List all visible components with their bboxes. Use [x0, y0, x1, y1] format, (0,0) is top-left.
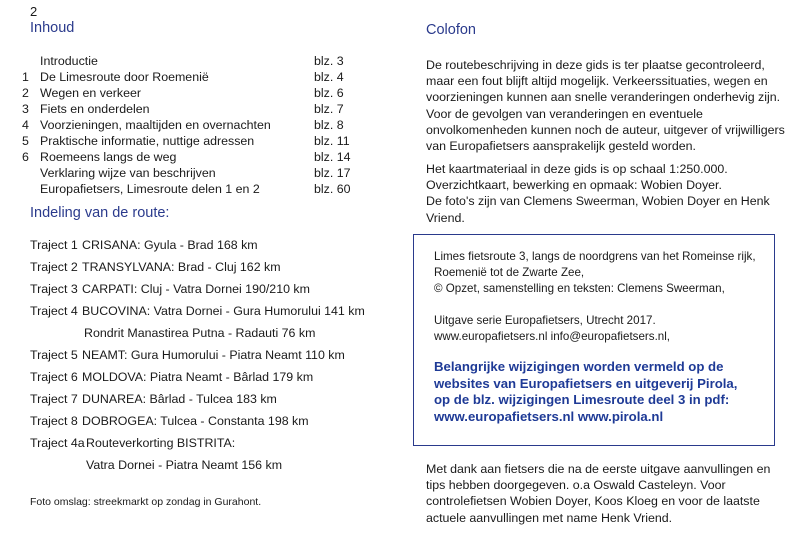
box-intro [434, 249, 774, 298]
route-label: Traject 7 [30, 392, 78, 406]
route-list [30, 237, 400, 479]
toc-title: Roemeens langs de weg [40, 150, 177, 164]
toc-heading: Inhoud [30, 20, 75, 36]
toc-number: 2 [22, 86, 29, 100]
toc-title: Introductie [40, 54, 98, 68]
page-number: 2 [30, 4, 38, 19]
toc-row [22, 69, 392, 85]
route-row [30, 435, 400, 457]
toc-title: Wegen en verkeer [40, 86, 142, 100]
route-row [30, 347, 400, 369]
route-text: Routeverkorting BISTRITA: [86, 436, 236, 450]
text-line: Roemenië tot de Zwarte Zee, [434, 266, 585, 280]
toc-number: 5 [22, 134, 29, 148]
toc-row [22, 117, 392, 133]
right-page [400, 0, 800, 534]
text-line: websites van Europafietsers en uitgeverij Pirola, [434, 375, 738, 391]
toc-title: Praktische informatie, nuttige adressen [40, 134, 255, 148]
toc-page: blz. 7 [314, 102, 344, 116]
colofon-heading: Colofon [426, 22, 476, 38]
publication-info-box [413, 234, 775, 446]
route-row [30, 369, 400, 391]
text-line: maar een fout blijft altijd mogelijk. Verkeerssituaties, wegen en [426, 74, 768, 89]
route-text: MOLDOVA: Piatra Neamt - Bârlad 179 km [82, 370, 314, 384]
toc-number: 4 [22, 118, 29, 132]
photo-caption: Foto omslag: streekmarkt op zondag in Gurahont. [30, 496, 262, 508]
website-links: www.europafietsers.nl www.pirola.nl [434, 408, 664, 424]
route-text: CARPATI: Cluj - Vatra Dornei 190/210 km [82, 282, 310, 296]
text-line: © Opzet, samenstelling en teksten: Clemens Sweerman, [434, 282, 725, 296]
text-line: Uitgave serie Europafietsers, Utrecht 2017. [434, 314, 656, 327]
toc-row [22, 133, 392, 149]
route-label: Traject 1 [30, 238, 78, 252]
route-label: Traject 2 [30, 260, 78, 274]
route-text: NEAMT: Gura Humorului - Piatra Neamt 110 km [82, 348, 345, 362]
thanks-paragraph [426, 461, 796, 526]
toc-row [22, 101, 392, 117]
route-label: Traject 4a [30, 436, 85, 450]
toc-page: blz. 3 [314, 54, 344, 68]
text-line: Overzichtkaart, bewerking en opmaak: Wobien Doyer. [426, 178, 722, 193]
route-text: Rondrit Manastirea Putna - Radauti 76 km [84, 326, 316, 340]
text-line: actuele aanvullingen met name Henk Vriend. [426, 510, 673, 525]
route-row [30, 457, 400, 479]
text-line: Limes fietsroute 3, langs de noordgrens van het Romeinse rijk, [434, 250, 756, 263]
toc-row [22, 181, 392, 197]
toc-title: Europafietsers, Limesroute delen 1 en 2 [40, 182, 260, 196]
text-line: op de blz. wijzigingen Limesroute deel 3 in pdf: [434, 392, 730, 407]
route-label: Traject 4 [30, 304, 78, 318]
routes-heading: Indeling van de route: [30, 205, 170, 221]
toc-page: blz. 4 [314, 70, 344, 84]
toc-row [22, 165, 392, 181]
disclaimer-paragraph [426, 57, 796, 154]
text-line: voorzieningen kunnen aan snelle veranderingen onderhevig zijn. [426, 90, 781, 105]
route-text: TRANSYLVANA: Brad - Cluj 162 km [82, 260, 281, 274]
route-text: CRISANA: Gyula - Brad 168 km [82, 238, 258, 252]
toc-title: Voorzieningen, maaltijden en overnachten [40, 118, 271, 132]
route-row [30, 259, 400, 281]
text-line: Het kaartmateriaal in deze gids is op schaal 1:250.000. [426, 162, 728, 176]
route-row [30, 413, 400, 435]
text-line: De foto's zijn van Clemens Sweerman, Wobien Doyer en Henk [426, 194, 770, 209]
toc-page: blz. 14 [314, 150, 351, 164]
toc-page: blz. 11 [314, 134, 350, 148]
text-line: www.europafietsers.nl info@europafietsers.nl, [434, 330, 671, 344]
toc-page: blz. 8 [314, 118, 344, 132]
route-label: Traject 8 [30, 414, 78, 428]
toc-page: blz. 17 [314, 166, 351, 180]
toc-title: De Limesroute door Roemenië [40, 70, 209, 84]
text-line: controlefietsen Wobien Doyer, Koos Kloeg en voor de laatste [426, 494, 760, 509]
route-label: Traject 5 [30, 348, 78, 362]
toc-row [22, 85, 392, 101]
route-text: DOBROGEA: Tulcea - Constanta 198 km [82, 414, 309, 428]
box-publisher [434, 313, 774, 345]
text-line: De routebeschrijving in deze gids is ter plaatse gecontroleerd, [426, 58, 765, 72]
toc-title: Fiets en onderdelen [40, 102, 150, 116]
toc-number: 1 [22, 70, 29, 84]
toc-number: 6 [22, 150, 29, 164]
route-text: Vatra Dornei - Piatra Neamt 156 km [86, 458, 283, 472]
toc-title: Verklaring wijze van beschrijven [40, 166, 216, 180]
text-line: tips hebben doorgegeven. o.a Oswald Casteleyn. Voor [426, 478, 726, 493]
toc-page: blz. 60 [314, 182, 351, 196]
route-row [30, 237, 400, 259]
route-text: BUCOVINA: Vatra Dornei - Gura Humorului 141 km [82, 304, 365, 318]
toc-number: 3 [22, 102, 29, 116]
route-label: Traject 3 [30, 282, 78, 296]
route-text: DUNAREA: Bârlad - Tulcea 183 km [82, 392, 277, 406]
route-row [30, 303, 400, 325]
text-line: van Europafietsers aansprakelijk gesteld worden. [426, 139, 696, 154]
toc-row [22, 53, 392, 69]
route-label: Traject 6 [30, 370, 78, 384]
map-credits-paragraph [426, 161, 796, 226]
route-row [30, 325, 400, 347]
route-row [30, 391, 400, 413]
table-of-contents [22, 53, 392, 197]
toc-page: blz. 6 [314, 86, 344, 100]
text-line: Voor de gevolgen van veranderingen en eventuele [426, 106, 703, 121]
box-highlight [434, 359, 774, 425]
text-line: Belangrijke wijzigingen worden vermeld op de [434, 359, 724, 374]
text-line: Vriend. [426, 210, 465, 225]
text-line: Met dank aan fietsers die na de eerste uitgave aanvullingen en [426, 462, 771, 476]
toc-row [22, 149, 392, 165]
text-line: onvolkomenheden kunnen noch de auteur, uitgever of vrijwilligers [426, 122, 785, 137]
route-row [30, 281, 400, 303]
